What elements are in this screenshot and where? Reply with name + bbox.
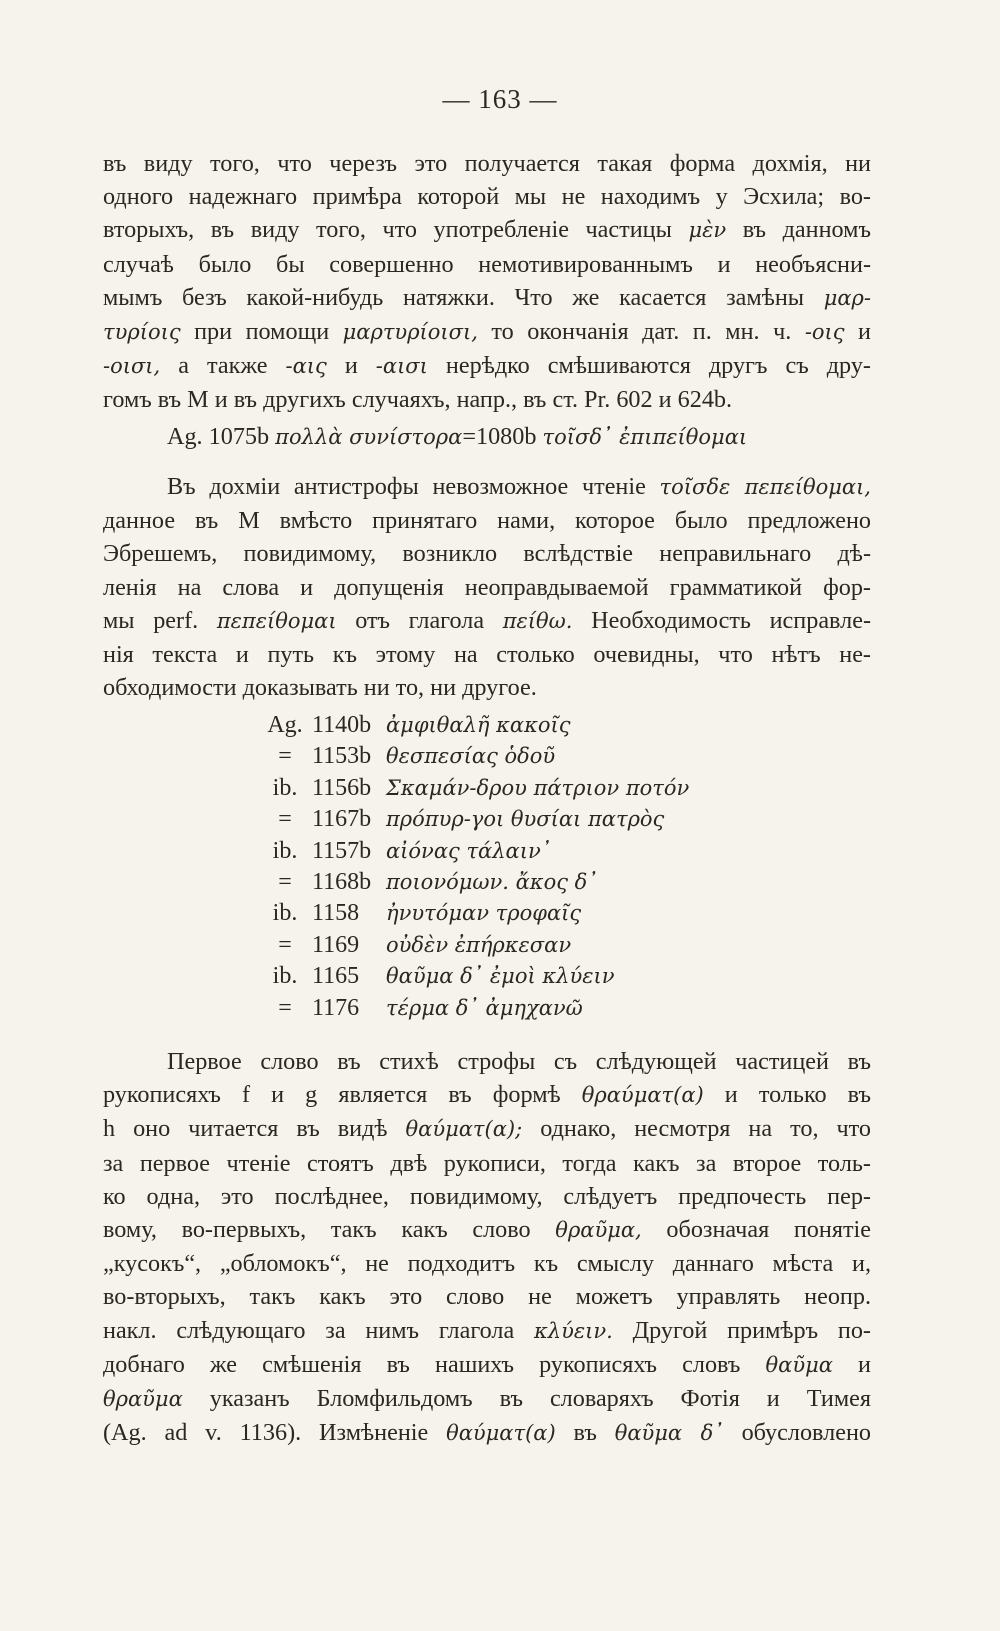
text-run: Первое слово въ стихѣ строфы съ слѣдующей частицей въ bbox=[167, 1048, 871, 1075]
text-run: „кусокъ“, „обломокъ“, не подходитъ къ смыслу даннаго мѣста и, bbox=[103, 1250, 871, 1278]
greek-text: μαρτυρίοισι, bbox=[342, 320, 478, 345]
greek-text: τυρίοις bbox=[103, 320, 181, 345]
text-run: отъ глагола bbox=[336, 606, 503, 634]
text-line bbox=[103, 281, 871, 315]
verse-label: = bbox=[278, 806, 292, 833]
greek-text: -αισι bbox=[375, 354, 428, 379]
verse-label: ib. bbox=[272, 963, 298, 990]
verse-label: = bbox=[278, 931, 292, 958]
paragraph-1 bbox=[103, 147, 871, 417]
text-line bbox=[103, 315, 871, 349]
greek-text: θραύματ(α) bbox=[581, 1083, 704, 1108]
verse-row bbox=[264, 898, 689, 929]
text-run: одного надежнаго примѣра которой мы не находимъ у Эсхила; во- bbox=[103, 183, 871, 211]
text-run: Ag. 1075b bbox=[167, 423, 276, 450]
text-line bbox=[103, 470, 871, 504]
text-line bbox=[103, 1280, 871, 1313]
text-run: въ виду того, что черезъ это получается такая форма дохмія, ни bbox=[103, 150, 871, 177]
greek-text: τοῖσδε πεπείθομαι, bbox=[659, 475, 871, 499]
text-run: Эбрешемъ, повидимому, возникло вслѣдствіе неправильнаго дѣ- bbox=[103, 540, 871, 568]
verse-label: = bbox=[278, 994, 292, 1021]
text-line bbox=[103, 1045, 871, 1078]
verse-reference: 1176 bbox=[312, 994, 360, 1021]
verse-greek: αἰόνας τάλαιν᾽ bbox=[386, 838, 552, 863]
verse-row bbox=[264, 773, 689, 804]
text-run: и bbox=[326, 352, 376, 380]
text-line bbox=[103, 1382, 871, 1416]
text-line bbox=[103, 1180, 871, 1213]
text-run: Необходимость исправле- bbox=[572, 606, 872, 634]
text-run: обусловлено bbox=[723, 1419, 871, 1447]
verse-row bbox=[264, 993, 689, 1024]
text-run: обходимости доказывать ни то, ни другое. bbox=[103, 674, 537, 702]
verse-label: ib. bbox=[272, 837, 298, 864]
text-run: обозначая понятіе bbox=[641, 1216, 871, 1244]
text-line bbox=[103, 604, 871, 638]
text-run: вому, во-первыхъ, такъ какъ слово bbox=[103, 1216, 556, 1244]
text-line bbox=[103, 1348, 871, 1382]
text-line bbox=[103, 180, 871, 213]
verse-heading bbox=[103, 420, 871, 454]
text-run: въ данномъ bbox=[726, 216, 871, 244]
verse-reference: 1156b bbox=[312, 774, 372, 801]
text-run: при помощи bbox=[180, 318, 343, 346]
text-run: мымъ безъ какой-нибудь натяжки. Что же касается замѣны bbox=[103, 283, 824, 311]
verse-greek: θεσπεσίας ὁδοῦ bbox=[386, 744, 556, 769]
greek-text: θαῦμα bbox=[765, 1352, 833, 1377]
greek-text: πεπείθομαι bbox=[216, 608, 337, 633]
text-run: рукописяхъ f и g является въ формѣ bbox=[103, 1081, 582, 1109]
text-run: и только въ bbox=[703, 1081, 871, 1109]
text-run: (Ag. ad v. 1136). Измѣненіе bbox=[103, 1419, 447, 1447]
verse-greek: πρόπυρ-γοι θυσίαι πατρὸς bbox=[386, 807, 665, 832]
verse-row bbox=[264, 741, 689, 772]
greek-text: θαῦμα δ᾽ bbox=[614, 1421, 724, 1446]
text-run: нерѣдко смѣшиваются другъ съ дру- bbox=[427, 352, 871, 380]
text-line bbox=[103, 638, 871, 671]
verse-label: ib. bbox=[272, 900, 298, 927]
text-run: нія текста и путь къ этому на столько очевидны, что нѣтъ не- bbox=[103, 641, 871, 669]
greek-text: μαρ- bbox=[823, 285, 871, 310]
text-run: гомъ въ М и въ другихъ случаяхъ, напр., въ ст. Pr. 602 и 624b. bbox=[103, 386, 733, 414]
verse-reference: 1168b bbox=[312, 869, 372, 896]
text-line bbox=[103, 1416, 871, 1450]
text-run: ко одна, это послѣднее, повидимому, слѣдуетъ предпочесть пер- bbox=[103, 1182, 871, 1210]
verse-greek: Σκαμάν-δρου πάτριον ποτόν bbox=[386, 775, 690, 800]
greek-text: πείθω. bbox=[502, 608, 573, 633]
verse-row bbox=[264, 836, 689, 867]
text-run: за первое чтеніе стоятъ двѣ рукописи, тогда какъ за второе толь- bbox=[103, 1149, 871, 1177]
greek-text: μὲν bbox=[688, 218, 727, 243]
verse-reference: 1157b bbox=[312, 837, 372, 864]
paragraph-3 bbox=[103, 1045, 871, 1450]
text-line bbox=[103, 349, 871, 383]
verse-row bbox=[264, 867, 689, 898]
text-line bbox=[103, 147, 871, 180]
paragraph-2 bbox=[103, 470, 871, 704]
verse-reference: 1167b bbox=[312, 806, 372, 833]
verse-greek: οὐδὲν ἐπήρκεσαν bbox=[386, 932, 572, 957]
verse-label: = bbox=[278, 743, 292, 770]
verse-correspondence-table bbox=[264, 710, 689, 1024]
greek-text: -αις bbox=[285, 354, 327, 379]
text-line bbox=[103, 213, 871, 247]
text-run: мы perf. bbox=[103, 606, 217, 634]
text-run: и bbox=[832, 1350, 871, 1378]
text-run: однако, несмотря на то, что bbox=[522, 1115, 871, 1143]
text-run: Въ дохміи антистрофы невозможное чтеніе bbox=[167, 473, 660, 500]
text-run: указанъ Бломфильдомъ въ словаряхъ Фотія и Тимея bbox=[182, 1385, 871, 1413]
text-line bbox=[103, 1247, 871, 1280]
verse-reference: 1153b bbox=[312, 743, 372, 770]
text-line bbox=[103, 248, 871, 281]
text-line bbox=[103, 504, 871, 537]
text-run: а также bbox=[160, 352, 286, 380]
verse-row bbox=[264, 710, 689, 741]
greek-text: κλύειν. bbox=[534, 1318, 613, 1343]
text-line bbox=[103, 671, 871, 704]
text-line bbox=[103, 1078, 871, 1112]
verse-row bbox=[264, 961, 689, 992]
verse-greek: θαῦμα δ᾽ ἐμοὶ κλύειν bbox=[386, 964, 615, 989]
text-run: накл. слѣдующаго за нимъ глагола bbox=[103, 1316, 535, 1344]
text-line bbox=[103, 1314, 871, 1348]
text-run: Другой примѣръ по- bbox=[612, 1316, 871, 1344]
greek-text: πολλὰ συνίστορα bbox=[275, 425, 463, 449]
page-number: — 163 — bbox=[442, 84, 558, 114]
text-run: случаѣ было бы совершенно немотивированнымъ и необъясни- bbox=[103, 250, 871, 278]
verse-label: ib. bbox=[272, 774, 298, 801]
text-line bbox=[103, 571, 871, 604]
greek-text: θαύματ(α); bbox=[405, 1117, 523, 1142]
text-run: h оно читается въ видѣ bbox=[103, 1115, 406, 1143]
greek-text: θραῦμα, bbox=[555, 1218, 642, 1243]
greek-text: θαύματ(α) bbox=[446, 1421, 556, 1446]
text-run: въ bbox=[555, 1419, 615, 1447]
text-run: вторыхъ, въ виду того, что употребленіе частицы bbox=[103, 216, 689, 244]
text-line bbox=[103, 420, 871, 454]
verse-greek: ποιονόμων. ἄκος δ᾽ bbox=[386, 870, 598, 895]
greek-text: τοῖσδ᾽ ἐπιπείθομαι bbox=[542, 425, 748, 449]
verse-label: = bbox=[278, 869, 292, 896]
verse-reference: 1169 bbox=[312, 931, 360, 958]
verse-greek: τέρμα δ᾽ ἀμηχανῶ bbox=[386, 995, 583, 1020]
text-run: и bbox=[844, 318, 871, 346]
text-run: добнаго же смѣшенія въ нашихъ рукописяхъ словъ bbox=[103, 1350, 766, 1378]
verse-row bbox=[264, 930, 689, 961]
text-line bbox=[103, 1147, 871, 1180]
verse-reference: 1140b bbox=[312, 712, 372, 738]
verse-reference: 1158 bbox=[312, 900, 360, 927]
text-run: ленія на слова и допущенія неоправдываемой грамматикой фор- bbox=[103, 573, 871, 601]
text-run: во-вторыхъ, такъ какъ это слово не можетъ управлять неопр. bbox=[103, 1283, 871, 1311]
greek-text: -οις bbox=[804, 320, 845, 345]
verse-greek: ἠνυτόμαν τροφαῖς bbox=[386, 901, 582, 926]
greek-text: θραῦμα bbox=[103, 1387, 183, 1412]
greek-text: -οισι, bbox=[103, 354, 161, 379]
verse-label: Ag. bbox=[267, 712, 303, 738]
verse-reference: 1165 bbox=[312, 963, 360, 990]
verse-greek: ἀμφιθαλῆ κακοῖς bbox=[386, 713, 571, 737]
text-line bbox=[103, 383, 871, 416]
text-line bbox=[103, 1213, 871, 1247]
text-run: =1080b bbox=[462, 423, 543, 450]
verse-row bbox=[264, 804, 689, 835]
text-run: то окончанія дат. п. мн. ч. bbox=[477, 318, 805, 346]
text-line bbox=[103, 1112, 871, 1146]
text-line bbox=[103, 537, 871, 570]
text-run: данное въ М вмѣсто принятаго нами, которое было предложено bbox=[103, 507, 871, 535]
